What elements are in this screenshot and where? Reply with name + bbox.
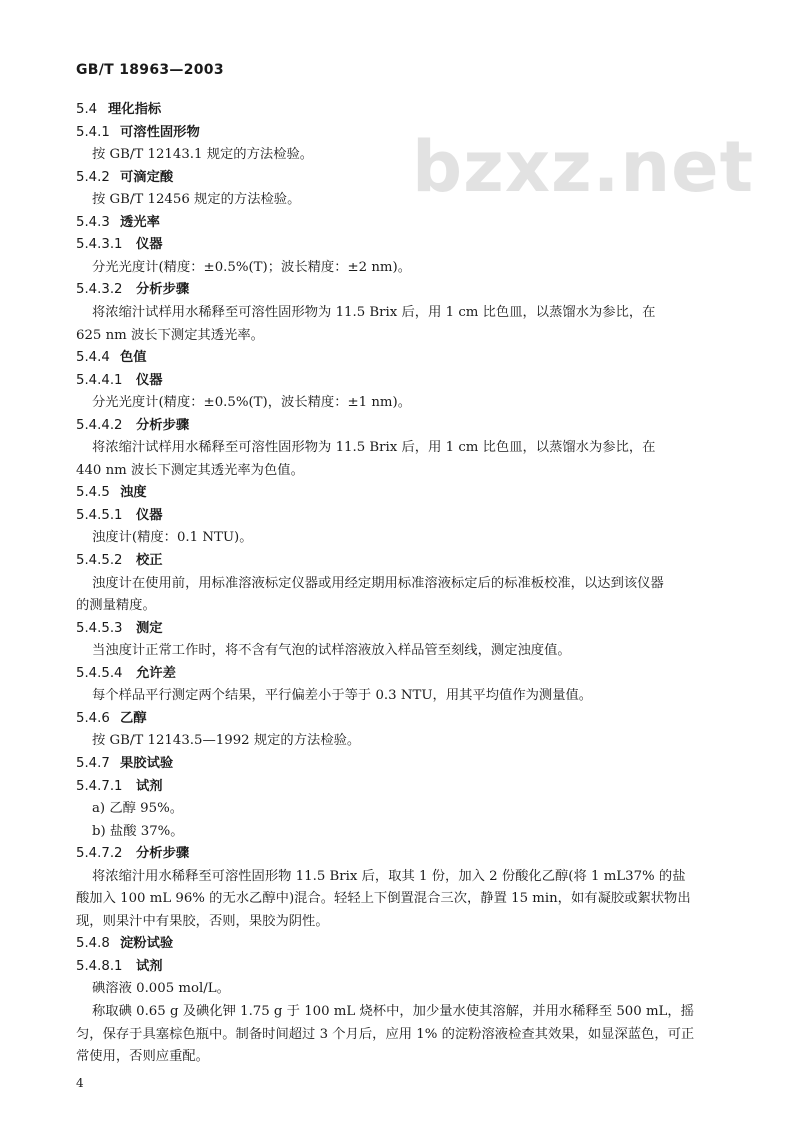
- section-heading: [76, 348, 147, 368]
- section-number: 5.4.3.2: [76, 282, 123, 298]
- body-text-line: 分光光度计(精度：±0.5%(T)，波长精度：±1 nm)。: [92, 395, 411, 411]
- body-text-line: 称取碘 0.65 g 及碘化钾 1.75 g 于 100 mL 烧杯中，加少量水使其溶解，并用水稀释至 500 mL，摇: [92, 1004, 694, 1019]
- section-title: 仪器: [136, 237, 163, 253]
- section-number: 5.4.3: [76, 214, 110, 230]
- section-title: 测定: [136, 620, 163, 636]
- body-text-line: 按 GB/T 12456 规定的方法检验。: [92, 192, 301, 208]
- body-text-line: 碘溶液 0.005 mol/L。: [92, 981, 230, 997]
- section-heading: [76, 754, 173, 774]
- section-number: 5.4: [76, 102, 98, 117]
- section-heading: [76, 235, 163, 255]
- section-heading: [76, 371, 163, 391]
- section-heading: [76, 168, 173, 188]
- section-number: 5.4.4.1: [76, 372, 123, 388]
- body-text-line: 625 nm 波长下测定其透光率。: [76, 327, 264, 343]
- section-title: 透光率: [120, 214, 160, 230]
- body-text-line: 440 nm 波长下测定其透光率为色值。: [76, 462, 304, 478]
- section-heading: [76, 123, 200, 143]
- section-title: 淀粉试验: [120, 936, 174, 952]
- section-heading: [76, 709, 147, 729]
- section-number: 5.4.6: [76, 710, 110, 726]
- section-number: 5.4.7.1: [76, 778, 123, 794]
- body-text-line: 每个样品平行测定两个结果，平行偏差小于等于 0.3 NTU，用其平均值作为测量值。: [92, 688, 593, 704]
- body-text-line: 浊度计在使用前，用标准溶液标定仪器或用经定期用标准溶液标定后的标准板校准，以达到该仪器: [92, 575, 664, 591]
- section-title: 试剂: [136, 778, 163, 794]
- section-number: 5.4.7.2: [76, 846, 123, 862]
- standard-number: GB/T 18963—2003: [76, 62, 224, 78]
- body-text-line: 按 GB/T 12143.5—1992 规定的方法检验。: [92, 733, 361, 749]
- section-number: 5.4.4.2: [76, 417, 123, 433]
- section-heading: [76, 100, 161, 120]
- body-text-line: 常使用，否则应重配。: [76, 1049, 209, 1065]
- section-heading: [76, 213, 160, 233]
- section-title: 允许差: [136, 665, 176, 681]
- section-title: 校正: [136, 553, 163, 568]
- body-text-line: 按 GB/T 12143.1 规定的方法检验。: [92, 147, 314, 163]
- section-number: 5.4.4: [76, 350, 110, 366]
- section-heading: [76, 957, 163, 977]
- body-text-line: 酸加入 100 mL 96% 的无水乙醇中)混合。轻轻上下倒置混合三次，静置 15 min，如有凝胶或絮状物出: [76, 891, 691, 907]
- section-title: 分析步骤: [136, 282, 190, 298]
- body-text-line: 将浓缩汁试样用水稀释至可溶性固形物为 11.5 Brix 后，用 1 cm 比色皿，以蒸馏水为参比，在: [92, 440, 656, 456]
- section-title: 色值: [120, 350, 147, 366]
- section-number: 5.4.5: [76, 485, 110, 501]
- body-text-line: b) 盐酸 37%。: [92, 823, 184, 839]
- section-number: 5.4.5.3: [76, 620, 123, 636]
- section-title: 分析步骤: [136, 846, 190, 862]
- body-text-line: 匀，保存于具塞棕色瓶中。制备时间超过 3 个月后，应用 1% 的淀粉溶液检查其效果，如显深蓝色，可正: [76, 1026, 695, 1042]
- section-heading: [76, 483, 147, 503]
- section-heading: [76, 844, 189, 864]
- section-title: 仪器: [136, 507, 163, 523]
- body-text-line: 的测量精度。: [76, 598, 156, 614]
- section-title: 浊度: [120, 485, 147, 501]
- section-number: 5.4.5.4: [76, 665, 123, 681]
- watermark: bzxz.net: [412, 126, 755, 208]
- section-number: 5.4.3.1: [76, 237, 123, 253]
- section-title: 试剂: [136, 958, 163, 974]
- section-heading: [76, 664, 176, 684]
- section-number: 5.4.1: [76, 124, 110, 140]
- section-title: 可滴定酸: [120, 169, 174, 185]
- body-text-line: 现，则果汁中有果胶，否则，果胶为阴性。: [76, 913, 329, 929]
- page-number: 4: [76, 1076, 84, 1090]
- section-title: 分析步骤: [136, 417, 190, 433]
- section-title: 仪器: [136, 372, 163, 388]
- section-number: 5.4.2: [76, 169, 110, 185]
- section-heading: [76, 934, 173, 954]
- section-number: 5.4.8: [76, 936, 110, 952]
- section-title: 可溶性固形物: [120, 124, 200, 140]
- section-number: 5.4.8.1: [76, 958, 123, 974]
- body-text-line: 将浓缩汁用水稀释至可溶性固形物 11.5 Brix 后，取其 1 份，加入 2 份酸化乙醇(将 1 mL37% 的盐: [92, 868, 686, 884]
- section-number: 5.4.7: [76, 755, 110, 771]
- section-heading: [76, 506, 163, 526]
- body-text-line: 浊度计(精度：0.1 NTU)。: [92, 530, 253, 546]
- body-text-line: 将浓缩汁试样用水稀释至可溶性固形物为 11.5 Brix 后，用 1 cm 比色皿，以蒸馏水为参比，在: [92, 304, 656, 320]
- section-title: 果胶试验: [120, 755, 174, 771]
- section-heading: [76, 280, 189, 300]
- section-title: 理化指标: [108, 102, 162, 117]
- section-heading: [76, 619, 163, 639]
- section-heading: [76, 777, 163, 797]
- section-number: 5.4.5.1: [76, 507, 123, 523]
- section-title: 乙醇: [120, 710, 147, 726]
- section-number: 5.4.5.2: [76, 553, 123, 568]
- section-heading: [76, 416, 189, 436]
- body-text-line: a) 乙醇 95%。: [92, 801, 184, 817]
- body-text-line: 分光光度计(精度：±0.5%(T)；波长精度：±2 nm)。: [92, 259, 411, 275]
- section-heading: [76, 551, 163, 571]
- body-text-line: 当浊度计正常工作时，将不含有气泡的试样溶液放入样品管至刻线，测定浊度值。: [92, 643, 571, 659]
